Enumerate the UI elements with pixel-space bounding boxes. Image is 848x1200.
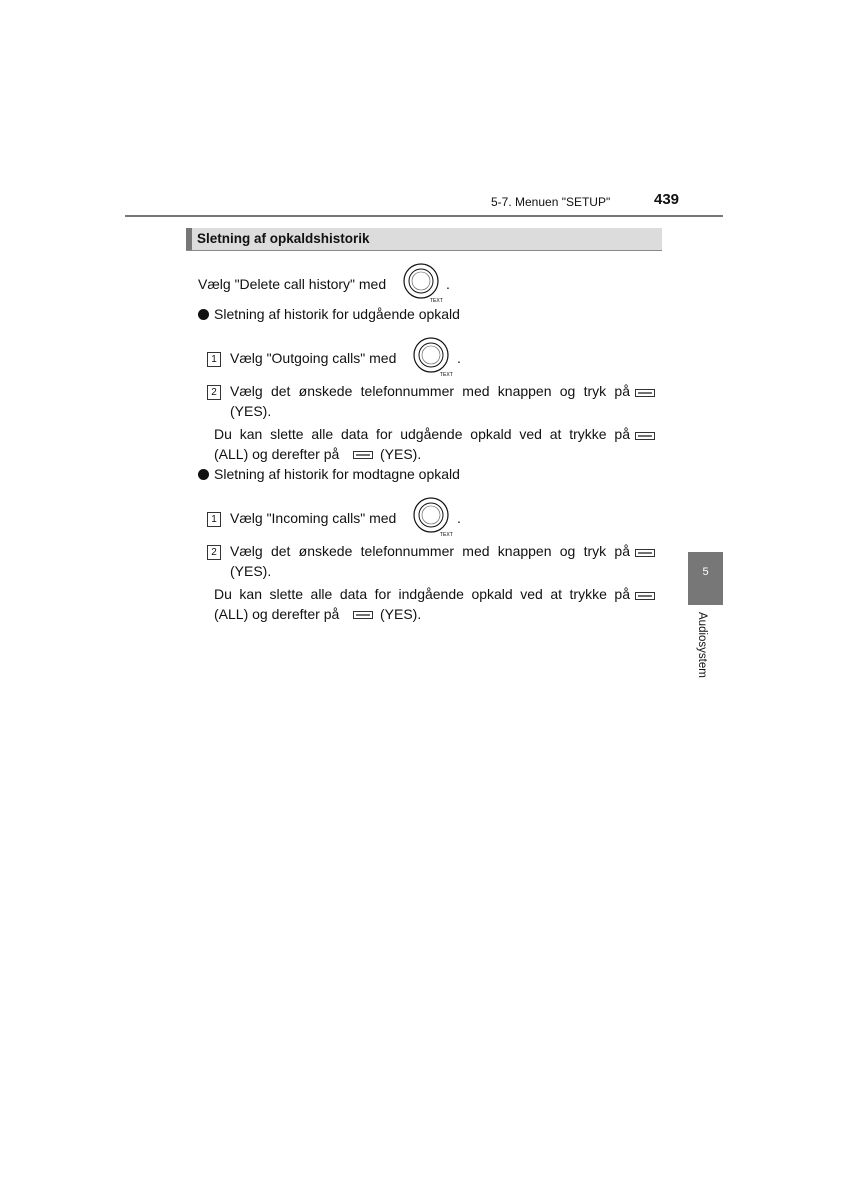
- step-number-badge: 2: [207, 545, 221, 560]
- step-number-badge: 2: [207, 385, 221, 400]
- outgoing-note-line2a: (ALL) og derefter på: [214, 446, 340, 462]
- button-icon: [635, 432, 655, 440]
- tune-knob-icon: [412, 336, 454, 378]
- outgoing-step2-line2: (YES).: [230, 403, 272, 419]
- chapter-label: [694, 612, 708, 692]
- incoming-note-line1: Du kan slette alle data for indgående opkald ved at trykke på: [214, 586, 630, 602]
- bullet-icon: [198, 469, 209, 480]
- tune-knob-icon: [412, 496, 454, 538]
- button-icon: [635, 549, 655, 557]
- tune-knob-icon: [402, 262, 444, 304]
- button-icon: [353, 451, 373, 459]
- page-number: 439: [654, 191, 680, 208]
- incoming-step1-text: Vælg "Incoming calls" med: [230, 510, 397, 526]
- incoming-note-line2a: (ALL) og derefter på: [214, 606, 340, 622]
- incoming-step1-period: .: [457, 510, 461, 526]
- button-icon: [635, 592, 655, 600]
- outgoing-step2-line1: Vælg det ønskede telefonnummer med knappen og tryk på: [230, 383, 630, 399]
- outgoing-note-line1: Du kan slette alle data for udgående opkald ved at trykke på: [214, 426, 630, 442]
- intro-period: .: [446, 276, 450, 292]
- step-number-badge: 1: [207, 512, 221, 527]
- incoming-note-line2b: (YES).: [380, 606, 422, 622]
- section-title: Sletning af opkaldshistorik: [197, 231, 370, 246]
- intro-text: [198, 276, 386, 292]
- section-accent: [186, 228, 192, 250]
- knob-label: TEXT: [430, 298, 443, 304]
- chapter-label-text: Audiosystem: [696, 612, 708, 678]
- incoming-step2-line1: Vælg det ønskede telefonnummer med knappen og tryk på: [230, 543, 630, 559]
- chapter-number: 5: [702, 566, 709, 578]
- chapter-tab: [688, 552, 723, 605]
- intro-text-before: Vælg "Delete call history" med: [198, 276, 387, 292]
- knob-label: TEXT: [440, 372, 453, 378]
- step-number-badge: 1: [207, 352, 221, 367]
- outgoing-step1-text: Vælg "Outgoing calls" med: [230, 350, 397, 366]
- outgoing-note-line2b: (YES).: [380, 446, 422, 462]
- incoming-heading: Sletning af historik for modtagne opkald: [214, 466, 460, 482]
- incoming-step2-line2: (YES).: [230, 563, 272, 579]
- knob-label: TEXT: [440, 532, 453, 538]
- button-icon: [353, 611, 373, 619]
- section-header: 5-7. Menuen "SETUP": [491, 195, 611, 209]
- button-icon: [635, 389, 655, 397]
- bullet-icon: [198, 309, 209, 320]
- section-title-bar: [186, 228, 662, 251]
- outgoing-step1-period: .: [457, 350, 461, 366]
- outgoing-heading: Sletning af historik for udgående opkald: [214, 306, 460, 322]
- header-divider: [125, 215, 723, 217]
